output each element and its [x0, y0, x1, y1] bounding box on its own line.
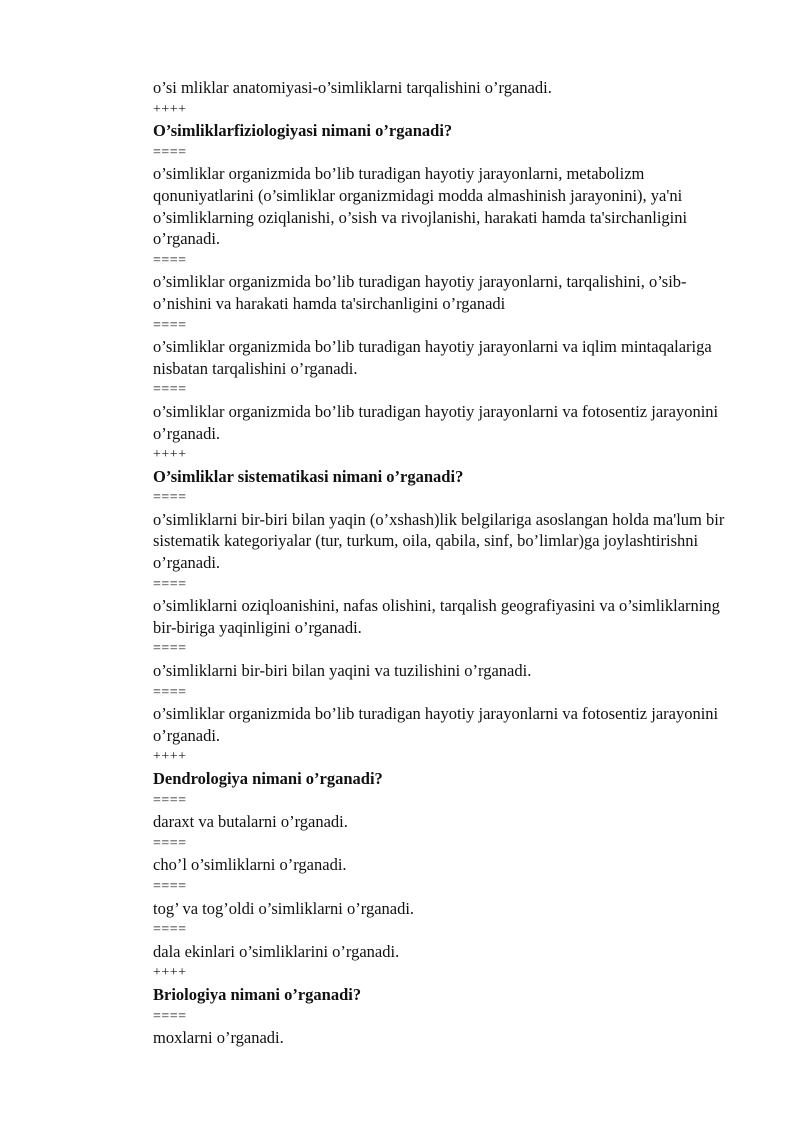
question-separator: ++++	[153, 965, 187, 981]
question-heading: O’simliklar sistematikasi nimani o’rganadi?	[153, 466, 464, 486]
question-heading: Briologiya nimani o’rganadi?	[153, 984, 362, 1004]
answer-separator: ====	[153, 144, 187, 160]
answer-separator: ====	[153, 792, 187, 808]
answer-text: moxlarni o’rganadi.	[153, 1028, 284, 1048]
answer-separator: ====	[153, 576, 187, 592]
answer-text: o’simliklar organizmida bo’lib turadigan hayotiy jarayonlarni, tarqalishini, o’sib-o’nishini va harakati hamda ta'sirchanligini o’rganadi	[153, 272, 687, 313]
answer-separator: ====	[153, 641, 187, 657]
answer-text: o’simliklar organizmida bo’lib turadigan hayotiy jarayonlarni va fotosentiz jarayonini o’rganadi.	[153, 401, 719, 443]
document-page	[153, 77, 728, 1049]
answer-text: o’simliklar organizmida bo’lib turadigan hayotiy jarayonlarni va fotosentiz jarayonini o’rganadi.	[153, 704, 719, 745]
answer-text: o’simliklarni bir-biri bilan yaqini va tuzilishini o’rganadi.	[153, 661, 532, 681]
answer-text: o’simliklarni bir-biri bilan yaqin (o’xshash)lik belgilariga asoslangan holda ma'lum bir sistematik kategoriyalar (tur, turkum, oila, qabila, sinf, bo’limlar)ga joylashtirishni o’rganadi.	[153, 509, 725, 573]
question-heading: Dendrologiya nimani o’rganadi?	[153, 769, 383, 788]
answer-text: o’simliklarni oziqloanishini, nafas olishini, tarqalish geografiyasini va o’simliklarning bir-biriga yaqinligini o’rganadi.	[153, 596, 720, 637]
answer-text: daraxt va butalarni o’rganadi.	[153, 812, 348, 832]
answer-text: o’simliklar organizmida bo’lib turadigan hayotiy jarayonlarni va iqlim mintaqalariga nisbatan tarqalishini o’rganadi.	[153, 337, 712, 378]
answer-separator: ====	[153, 1008, 187, 1024]
answer-separator: ====	[153, 252, 187, 268]
answer-text: dala ekinlari o’simliklarini o’rganadi.	[153, 941, 400, 961]
answer-separator: ====	[153, 382, 187, 398]
question-separator: ++++	[153, 447, 187, 463]
answer-separator: ====	[153, 684, 187, 700]
question-separator: ++++	[153, 749, 187, 765]
answer-separator: ====	[153, 490, 187, 506]
answer-text: cho’l o’simliklarni o’rganadi.	[153, 855, 347, 875]
answer-separator: ====	[153, 835, 187, 851]
question-separator: ++++	[153, 101, 187, 117]
answer-text: o’si mliklar anatomiyasi-o’simliklarni tarqalishini o’rganadi.	[153, 78, 552, 97]
answer-separator: ====	[153, 317, 187, 333]
answer-text: tog’ va tog’oldi o’simliklarni o’rganadi.	[153, 898, 415, 918]
answer-separator: ====	[153, 878, 187, 894]
answer-separator: ====	[153, 922, 187, 938]
answer-text: o’simliklar organizmida bo’lib turadigan hayotiy jarayonlarni, metabolizm qonuniyatlarini (o’simliklar organizmidagi modda almashinish jarayonini), ya'ni o’simliklarning oziqlanishi, o’sish va rivojlanishi, harakati hamda ta'sirchanligini o’rganadi.	[153, 164, 688, 249]
question-heading: O’simliklarfiziologiyasi nimani o’rganadi?	[153, 121, 453, 141]
